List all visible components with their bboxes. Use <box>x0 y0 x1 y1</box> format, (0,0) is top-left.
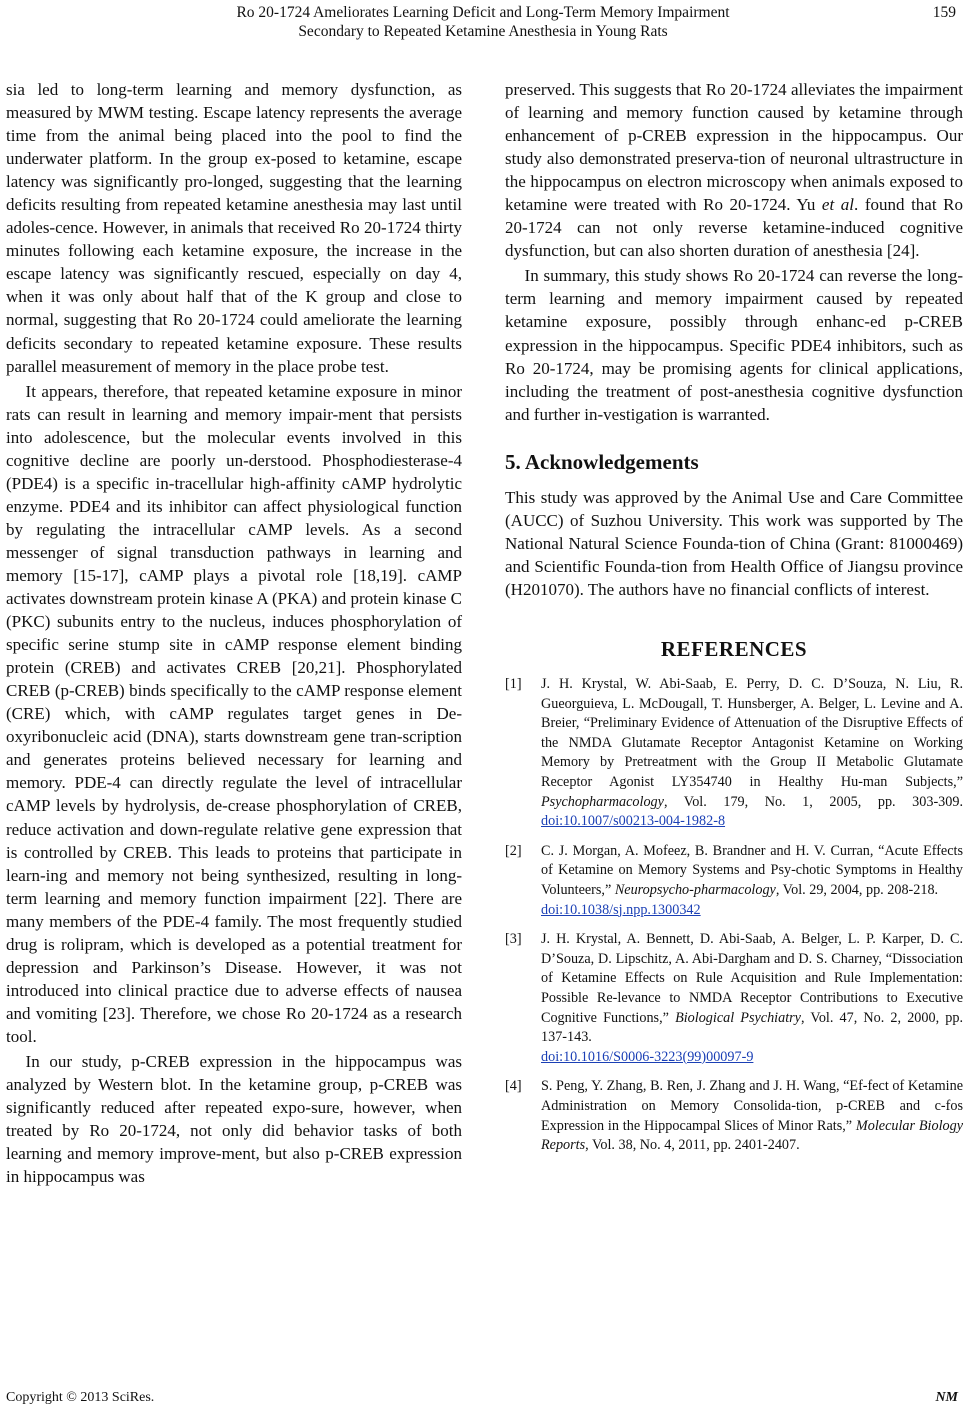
page-number: 159 <box>932 4 956 21</box>
journal-abbreviation: NM <box>935 1390 958 1405</box>
right-paragraph-1-text-a: preserved. This suggests that Ro 20-1724 alleviates the impairment of learning and memory function caused by ketamine through enhancement of p-CREB expression in the hippocampus. Our study also demonstrated preserva-tion of neuronal ultrastructure in the hippocampus on electron microscopy when animals exposed to ketamine were treated with Ro 20-1724. Yu <box>505 80 963 215</box>
left-paragraph-2: It appears, therefore, that repeated ketamine exposure in minor rats can result in learning and memory impair-ment that persists into adolescence, but the molecular events involved in this cognitive decline are poorly un-derstood. Phosphodiesterase-4 (PDE4) is a specific in-tracellular high-affinity cAMP hydrolytic enzyme. PDE4 and its inhibitor can affect physiological function by regulating the intracellular cAMP levels. As a second messenger of signal transduction pathways in learning and memory [15-17], cAMP plays a pivotal role [18,19]. cAMP activates downstream protein kinase A (PKA) and protein kinase C (PKC) subunits entry to the nucleus, induces phosphorylation of specific serine stump site in cAMP response element binding protein (CREB) and activates CREB [20,21]. Phosphorylated CREB (p-CREB) binds specifically to the cAMP response element (CRE) which, with cAMP regulates target genes in De-oxyribonucleic acid (DNA), starts downstream gene tran-scription and generates proteins believed necessary for learning and memory. PDE-4 can directly regulate the level of intracellular cAMP levels by hydrolysis, de-crease phosphorylation of CREB, reduce activation and down-regulate relative gene expression that is controlled by CREB. This leads to proteins that participate in learn-ing and memory not being synthesized, resulting in long-term learning and memory function impairment [22]. There are many members of the PDE-4 family. The most frequently studied drug is rolipram, which is developed as a potential treatment for depression and Parkinson’s Disease. However, it was not introduced into clinical practice due to adverse effects of nausea and vomiting [23]. Therefore, we chose Ro 20-1724 as a research tool. <box>6 381 462 1046</box>
reference-journal: Biological Psychiatry <box>675 1009 801 1026</box>
copyright-notice: Copyright © 2013 SciRes. <box>6 1390 155 1405</box>
reference-journal: Neuropsycho-pharmacology <box>614 881 776 898</box>
left-paragraph-1: sia led to long-term learning and memory dysfunction, as measured by MWM testing. Escape latency represents the average time from the animal being placed into the pool to find the underwater platform. In the group ex-posed to ketamine, escape latency was significantly pro-longed, suggesting that the learning deficits resulting from repeated ketamine anesthesia may last until adoles-cence. However, in animals that received Ro 20-1724 thirty minutes following each ketamine exposure, the increase in the escape latency was significantly rescued, especially on day 4, when it was only about half that of the K group and close to normal, suggesting that Ro 20-1724 could ameliorate the learning deficits secondary to repeated ketamine exposure. These results parallel measurement of memory in the place probe test. <box>6 80 462 376</box>
reference-text: S. Peng, Y. Zhang, B. Ren, J. Zhang and J. H. Wang, “Ef-fect of Ketamine Administration on Memory Consolida-tion, p-CREB and c-fos Expression in the Hippocampal Slices of Minor Rats,” <box>541 1078 963 1134</box>
left-paragraph-3: In our study, p-CREB expression in the hippocampus was analyzed by Western blot. In the ketamine group, p-CREB was significantly reduced after repeated expo-sure, however, when treated by Ro 20-1724, not only did behavior tasks of both learning and memory improve-ment, but also p-CREB expression in hippocampus was <box>6 1051 462 1187</box>
acknowledgements-text: This study was approved by the Animal Use and Care Committee (AUCC) of Suzhou University. This work was supported by The National Natural Science Founda-tion of China (Grant: 81000469) and Scientific Founda-tion from Health Office of Jiangsu province (H201070). The authors have no financial conflicts of interest. <box>505 487 963 599</box>
reference-text: C. J. Morgan, A. Mofeez, B. Brandner and H. V. Curran, “Acute Effects of Ketamine on Memory Systems and Psy-chotic Symptoms in Healthy Volunteers,” <box>541 842 963 898</box>
reference-details: , Vol. 47, No. 2, 2000, pp. 137-143. <box>541 1009 964 1046</box>
reference-details: , Vol. 38, No. 4, 2011, pp. 2401-2407. <box>585 1137 800 1154</box>
right-paragraph-1 <box>505 78 963 262</box>
reference-item <box>505 930 963 1067</box>
reference-number: [4] <box>505 1078 522 1095</box>
right-paragraph-1-italic: et al <box>821 195 854 215</box>
acknowledgements-heading: 5. Acknowledgements <box>505 449 699 474</box>
reference-journal: Psychopharmacology <box>541 793 664 810</box>
reference-doi-link[interactable]: doi:10.1007/s00213-004-1982-8 <box>541 813 726 830</box>
reference-text: J. H. Krystal, A. Bennett, D. Abi-Saab, A. Belger, L. P. Karper, D. C. D’Souza, D. Lipschitz, A. Abi-Dargham and D. S. Charney, “Dissociation of Ketamine Effects on Rule Acquisition and Rule Implementation: Possible Re-levance to NMDA Receptor Contributions to Executive Cognitive Functions,” <box>541 931 963 1026</box>
left-column <box>6 78 462 1188</box>
reference-journal: Molecular Biology Reports <box>541 1117 964 1154</box>
reference-doi-link[interactable]: doi:10.1038/sj.npp.1300342 <box>541 901 701 918</box>
running-header <box>0 0 966 60</box>
reference-list <box>505 675 963 1156</box>
reference-item <box>505 842 963 920</box>
reference-details: , Vol. 179, No. 1, 2005, pp. 303-309. <box>663 793 963 810</box>
header-title-line1: Ro 20-1724 Ameliorates Learning Deficit and Long-Term Memory Impairment <box>236 4 730 21</box>
page-footer <box>0 1390 966 1412</box>
right-column <box>505 78 963 1166</box>
reference-number: [2] <box>505 842 522 859</box>
reference-number: [1] <box>505 676 522 693</box>
reference-text: J. H. Krystal, W. Abi-Saab, E. Perry, D. C. D’Souza, N. Liu, R. Gueorguieva, L. McDougall, T. Hunsberger, A. Belger, L. Levine and A. Breier, “Preliminary Evidence of Attenuation of the Disruptive Effects of the NMDA Glutamate Receptor Antagonist Ketamine on Working Memory by Pretreatment with the Group II Metabolic Glutamate Receptor Agonist LY354740 in Healthy Hu-man Subjects,” <box>541 676 963 790</box>
reference-item <box>505 675 963 832</box>
reference-doi-link[interactable]: doi:10.1016/S0006-3223(99)00097-9 <box>541 1048 754 1065</box>
reference-item <box>505 1077 963 1155</box>
reference-details: , Vol. 29, 2004, pp. 208-218. <box>775 881 939 898</box>
right-paragraph-1-text-b: . found that Ro 20-1724 can not only reverse ketamine-induced cognitive dysfunction, but can also shorten duration of anesthesia [24]. <box>505 195 963 261</box>
references-heading: REFERENCES <box>660 636 808 661</box>
reference-number: [3] <box>505 931 522 948</box>
right-paragraph-2: In summary, this study shows Ro 20-1724 can reverse the long-term learning and memory impairment caused by repeated ketamine exposure, possibly through enhanc-ed p-CREB expression in the hippocampus. Specific PDE4 inhibitors, such as Ro 20-1724, may be promising agents for clinical applications, including the treatment of post-anesthesia cognitive dysfunction and further in-vestigation is warranted. <box>505 266 963 424</box>
header-title-line2: Secondary to Repeated Ketamine Anesthesia in Young Rats <box>298 23 668 40</box>
